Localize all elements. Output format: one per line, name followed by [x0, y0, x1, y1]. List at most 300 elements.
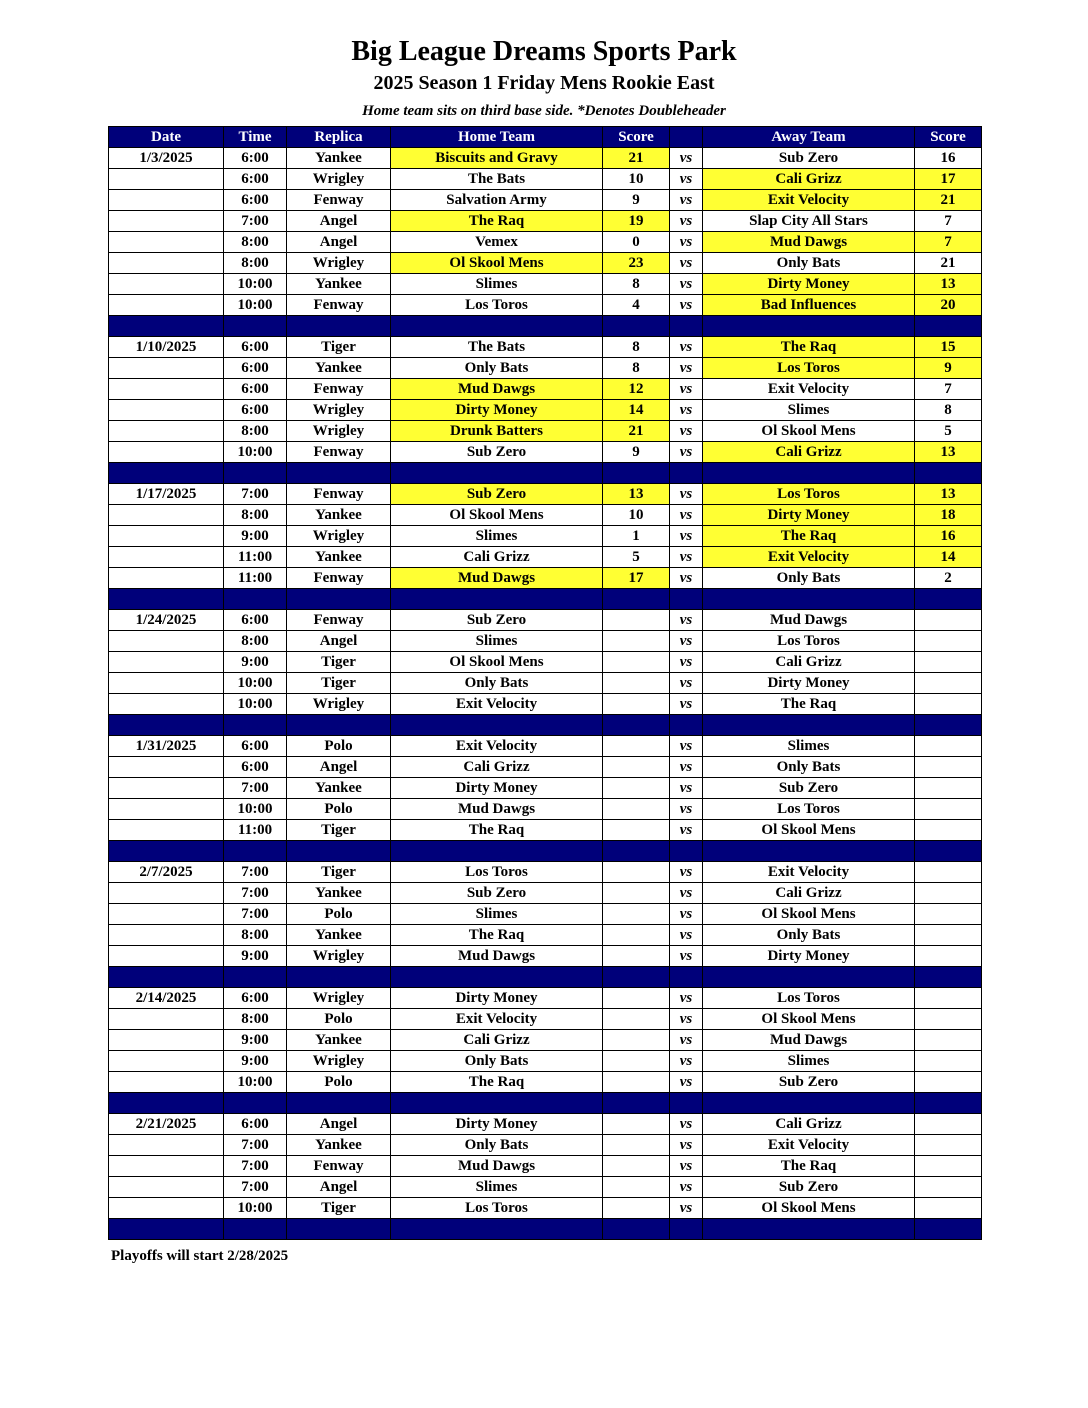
page-title: Big League Dreams Sports Park: [351, 36, 737, 67]
time-cell: 7:00: [224, 883, 287, 904]
date-cell: [109, 358, 224, 379]
table-row: [109, 190, 982, 211]
time-cell: 7:00: [224, 484, 287, 505]
date-cell: [109, 211, 224, 232]
away-team-cell: Cali Grizz: [703, 169, 915, 190]
home-team-cell: Only Bats: [391, 1135, 603, 1156]
away-score-cell: [915, 1135, 982, 1156]
home-score-cell: 9: [603, 442, 670, 463]
home-team-cell: Only Bats: [391, 673, 603, 694]
time-cell: 8:00: [224, 232, 287, 253]
replica-cell: Fenway: [287, 379, 391, 400]
table-row: [109, 820, 982, 841]
home-score-cell: 4: [603, 295, 670, 316]
away-score-cell: 2: [915, 568, 982, 589]
table-row: [109, 946, 982, 967]
away-team-cell: The Raq: [703, 526, 915, 547]
table-row: [109, 778, 982, 799]
table-row: [109, 862, 982, 883]
vs-cell: vs: [670, 1051, 703, 1072]
away-team-cell: Only Bats: [703, 568, 915, 589]
vs-cell: vs: [670, 988, 703, 1009]
time-cell: 7:00: [224, 211, 287, 232]
home-team-cell: Los Toros: [391, 1198, 603, 1219]
date-cell: [109, 442, 224, 463]
home-score-cell: [603, 610, 670, 631]
table-row: [109, 211, 982, 232]
home-team-cell: Slimes: [391, 1177, 603, 1198]
away-team-cell: Cali Grizz: [703, 883, 915, 904]
separator-cell: [703, 1093, 915, 1114]
home-team-cell: Slimes: [391, 526, 603, 547]
separator-cell: [391, 316, 603, 337]
home-score-cell: [603, 799, 670, 820]
separator-cell: [224, 715, 287, 736]
table-header-row: [109, 127, 982, 148]
away-team-cell: Dirty Money: [703, 673, 915, 694]
separator-cell: [603, 715, 670, 736]
replica-cell: Yankee: [287, 1135, 391, 1156]
date-cell: [109, 568, 224, 589]
away-score-cell: 14: [915, 547, 982, 568]
replica-cell: Yankee: [287, 1030, 391, 1051]
home-score-cell: [603, 862, 670, 883]
replica-cell: Angel: [287, 757, 391, 778]
away-team-cell: The Raq: [703, 1156, 915, 1177]
home-score-cell: [603, 1072, 670, 1093]
home-score-cell: [603, 904, 670, 925]
replica-cell: Polo: [287, 1009, 391, 1030]
replica-cell: Polo: [287, 799, 391, 820]
home-score-cell: 23: [603, 253, 670, 274]
away-team-cell: Los Toros: [703, 631, 915, 652]
home-score-cell: [603, 1051, 670, 1072]
date-cell: [109, 232, 224, 253]
vs-cell: vs: [670, 757, 703, 778]
date-cell: [109, 169, 224, 190]
vs-cell: vs: [670, 232, 703, 253]
vs-cell: vs: [670, 673, 703, 694]
separator-cell: [915, 1219, 982, 1240]
table-row: [109, 883, 982, 904]
separator-cell: [915, 589, 982, 610]
away-team-cell: Only Bats: [703, 253, 915, 274]
away-score-cell: [915, 610, 982, 631]
time-cell: 7:00: [224, 778, 287, 799]
vs-cell: vs: [670, 421, 703, 442]
table-row: [109, 1030, 982, 1051]
away-team-cell: Los Toros: [703, 484, 915, 505]
col-header-away-team: Away Team: [703, 127, 915, 148]
away-score-cell: [915, 736, 982, 757]
date-cell: [109, 526, 224, 547]
away-team-cell: Dirty Money: [703, 946, 915, 967]
away-score-cell: [915, 694, 982, 715]
away-score-cell: [915, 904, 982, 925]
home-score-cell: [603, 736, 670, 757]
vs-cell: vs: [670, 925, 703, 946]
away-score-cell: [915, 925, 982, 946]
away-team-cell: Los Toros: [703, 358, 915, 379]
away-score-cell: 21: [915, 253, 982, 274]
table-row: [109, 295, 982, 316]
away-team-cell: Mud Dawgs: [703, 1030, 915, 1051]
vs-cell: vs: [670, 1009, 703, 1030]
away-score-cell: [915, 778, 982, 799]
home-score-cell: [603, 1030, 670, 1051]
table-row: [109, 421, 982, 442]
vs-cell: vs: [670, 505, 703, 526]
table-row: [109, 148, 982, 169]
separator-cell: [670, 715, 703, 736]
time-cell: 9:00: [224, 946, 287, 967]
time-cell: 10:00: [224, 1072, 287, 1093]
home-team-cell: Dirty Money: [391, 400, 603, 421]
schedule-table: [108, 126, 982, 1240]
separator-cell: [287, 967, 391, 988]
away-team-cell: Slimes: [703, 400, 915, 421]
away-team-cell: Sub Zero: [703, 1177, 915, 1198]
date-cell: [109, 547, 224, 568]
home-team-cell: Mud Dawgs: [391, 946, 603, 967]
table-row: [109, 1156, 982, 1177]
home-team-cell: Exit Velocity: [391, 1009, 603, 1030]
away-score-cell: [915, 757, 982, 778]
home-team-cell: Slimes: [391, 631, 603, 652]
separator-cell: [915, 715, 982, 736]
home-score-cell: [603, 820, 670, 841]
table-row: [109, 1177, 982, 1198]
separator-cell: [603, 463, 670, 484]
separator-cell: [670, 967, 703, 988]
table-row: [109, 1198, 982, 1219]
separator-cell: [670, 463, 703, 484]
away-team-cell: Ol Skool Mens: [703, 421, 915, 442]
time-cell: 8:00: [224, 1009, 287, 1030]
replica-cell: Polo: [287, 904, 391, 925]
vs-cell: vs: [670, 379, 703, 400]
vs-cell: vs: [670, 295, 703, 316]
separator-cell: [915, 1093, 982, 1114]
away-team-cell: Ol Skool Mens: [703, 1198, 915, 1219]
separator-cell: [224, 1093, 287, 1114]
away-score-cell: 13: [915, 274, 982, 295]
away-score-cell: [915, 1030, 982, 1051]
vs-cell: vs: [670, 1030, 703, 1051]
away-team-cell: Sub Zero: [703, 148, 915, 169]
time-cell: 6:00: [224, 1114, 287, 1135]
week-separator-row: [109, 1219, 982, 1240]
table-row: [109, 757, 982, 778]
vs-cell: vs: [670, 694, 703, 715]
vs-cell: vs: [670, 631, 703, 652]
time-cell: 10:00: [224, 1198, 287, 1219]
separator-cell: [287, 316, 391, 337]
time-cell: 7:00: [224, 1135, 287, 1156]
time-cell: 6:00: [224, 169, 287, 190]
replica-cell: Wrigley: [287, 421, 391, 442]
time-cell: 10:00: [224, 799, 287, 820]
home-score-cell: [603, 673, 670, 694]
home-team-cell: The Raq: [391, 211, 603, 232]
replica-cell: Angel: [287, 631, 391, 652]
date-cell: [109, 694, 224, 715]
separator-cell: [109, 316, 224, 337]
home-score-cell: [603, 946, 670, 967]
replica-cell: Fenway: [287, 295, 391, 316]
time-cell: 11:00: [224, 568, 287, 589]
vs-cell: vs: [670, 946, 703, 967]
separator-cell: [391, 841, 603, 862]
home-score-cell: 19: [603, 211, 670, 232]
replica-cell: Fenway: [287, 484, 391, 505]
separator-cell: [603, 967, 670, 988]
table-row: [109, 1135, 982, 1156]
week-separator-row: [109, 715, 982, 736]
date-cell: [109, 820, 224, 841]
home-team-cell: Cali Grizz: [391, 757, 603, 778]
separator-cell: [703, 841, 915, 862]
date-cell: 1/17/2025: [109, 484, 224, 505]
table-row: [109, 1072, 982, 1093]
date-cell: 1/10/2025: [109, 337, 224, 358]
replica-cell: Tiger: [287, 652, 391, 673]
separator-cell: [109, 715, 224, 736]
separator-cell: [915, 463, 982, 484]
date-cell: 1/24/2025: [109, 610, 224, 631]
separator-cell: [391, 967, 603, 988]
away-score-cell: 5: [915, 421, 982, 442]
col-header-vs: [670, 127, 703, 148]
away-score-cell: 7: [915, 232, 982, 253]
separator-cell: [109, 1093, 224, 1114]
vs-cell: vs: [670, 862, 703, 883]
time-cell: 10:00: [224, 295, 287, 316]
vs-cell: vs: [670, 1198, 703, 1219]
home-score-cell: 8: [603, 358, 670, 379]
home-score-cell: 10: [603, 169, 670, 190]
replica-cell: Yankee: [287, 883, 391, 904]
time-cell: 6:00: [224, 337, 287, 358]
away-team-cell: Los Toros: [703, 799, 915, 820]
replica-cell: Wrigley: [287, 988, 391, 1009]
separator-cell: [287, 589, 391, 610]
away-score-cell: [915, 1009, 982, 1030]
table-row: [109, 442, 982, 463]
date-cell: [109, 1072, 224, 1093]
home-score-cell: 14: [603, 400, 670, 421]
date-cell: [109, 778, 224, 799]
away-score-cell: [915, 1156, 982, 1177]
date-cell: 1/31/2025: [109, 736, 224, 757]
vs-cell: vs: [670, 820, 703, 841]
away-score-cell: 15: [915, 337, 982, 358]
away-score-cell: 9: [915, 358, 982, 379]
replica-cell: Yankee: [287, 148, 391, 169]
replica-cell: Polo: [287, 736, 391, 757]
away-score-cell: [915, 631, 982, 652]
away-team-cell: Slimes: [703, 1051, 915, 1072]
separator-cell: [603, 1093, 670, 1114]
replica-cell: Wrigley: [287, 400, 391, 421]
away-team-cell: Only Bats: [703, 925, 915, 946]
separator-cell: [915, 841, 982, 862]
replica-cell: Yankee: [287, 274, 391, 295]
vs-cell: vs: [670, 1072, 703, 1093]
table-row: [109, 673, 982, 694]
date-cell: [109, 1156, 224, 1177]
date-cell: [109, 631, 224, 652]
date-cell: [109, 925, 224, 946]
away-score-cell: [915, 673, 982, 694]
home-team-cell: Mud Dawgs: [391, 1156, 603, 1177]
home-score-cell: [603, 988, 670, 1009]
replica-cell: Wrigley: [287, 946, 391, 967]
time-cell: 6:00: [224, 988, 287, 1009]
vs-cell: vs: [670, 1177, 703, 1198]
away-team-cell: Sub Zero: [703, 1072, 915, 1093]
vs-cell: vs: [670, 253, 703, 274]
table-row: [109, 694, 982, 715]
table-row: [109, 568, 982, 589]
home-score-cell: [603, 1177, 670, 1198]
replica-cell: Angel: [287, 1114, 391, 1135]
date-cell: [109, 505, 224, 526]
separator-cell: [224, 1219, 287, 1240]
home-team-cell: Cali Grizz: [391, 547, 603, 568]
away-score-cell: 18: [915, 505, 982, 526]
time-cell: 10:00: [224, 442, 287, 463]
home-team-cell: Slimes: [391, 904, 603, 925]
home-team-cell: Biscuits and Gravy: [391, 148, 603, 169]
away-team-cell: Mud Dawgs: [703, 610, 915, 631]
time-cell: 6:00: [224, 400, 287, 421]
home-team-cell: Ol Skool Mens: [391, 652, 603, 673]
vs-cell: vs: [670, 736, 703, 757]
vs-cell: vs: [670, 1156, 703, 1177]
home-team-cell: Sub Zero: [391, 883, 603, 904]
time-cell: 7:00: [224, 904, 287, 925]
separator-cell: [391, 1093, 603, 1114]
separator-cell: [391, 1219, 603, 1240]
time-cell: 11:00: [224, 547, 287, 568]
table-row: [109, 925, 982, 946]
table-row: [109, 652, 982, 673]
away-team-cell: Cali Grizz: [703, 1114, 915, 1135]
replica-cell: Wrigley: [287, 253, 391, 274]
replica-cell: Wrigley: [287, 694, 391, 715]
separator-cell: [224, 463, 287, 484]
away-team-cell: Exit Velocity: [703, 379, 915, 400]
date-cell: [109, 883, 224, 904]
away-team-cell: Exit Velocity: [703, 547, 915, 568]
vs-cell: vs: [670, 610, 703, 631]
replica-cell: Fenway: [287, 610, 391, 631]
table-row: [109, 505, 982, 526]
vs-cell: vs: [670, 358, 703, 379]
week-separator-row: [109, 463, 982, 484]
away-score-cell: 8: [915, 400, 982, 421]
vs-cell: vs: [670, 274, 703, 295]
time-cell: 8:00: [224, 505, 287, 526]
vs-cell: vs: [670, 337, 703, 358]
replica-cell: Yankee: [287, 925, 391, 946]
separator-cell: [287, 715, 391, 736]
home-team-cell: The Raq: [391, 925, 603, 946]
date-cell: [109, 400, 224, 421]
replica-cell: Fenway: [287, 1156, 391, 1177]
away-score-cell: 7: [915, 211, 982, 232]
replica-cell: Tiger: [287, 673, 391, 694]
home-team-cell: Only Bats: [391, 1051, 603, 1072]
separator-cell: [703, 589, 915, 610]
away-score-cell: [915, 883, 982, 904]
table-row: [109, 484, 982, 505]
date-cell: [109, 274, 224, 295]
away-score-cell: 16: [915, 148, 982, 169]
separator-cell: [391, 463, 603, 484]
home-team-cell: Mud Dawgs: [391, 568, 603, 589]
date-cell: [109, 799, 224, 820]
separator-cell: [670, 841, 703, 862]
home-score-cell: 13: [603, 484, 670, 505]
home-score-cell: 17: [603, 568, 670, 589]
home-score-cell: [603, 1135, 670, 1156]
season-subtitle: 2025 Season 1 Friday Mens Rookie East: [373, 72, 715, 94]
date-cell: [109, 1198, 224, 1219]
vs-cell: vs: [670, 190, 703, 211]
time-cell: 10:00: [224, 673, 287, 694]
time-cell: 7:00: [224, 862, 287, 883]
separator-cell: [109, 1219, 224, 1240]
vs-cell: vs: [670, 1135, 703, 1156]
separator-cell: [670, 1219, 703, 1240]
table-row: [109, 1051, 982, 1072]
time-cell: 9:00: [224, 1051, 287, 1072]
date-cell: [109, 253, 224, 274]
separator-cell: [603, 589, 670, 610]
time-cell: 7:00: [224, 1177, 287, 1198]
away-score-cell: [915, 988, 982, 1009]
away-score-cell: [915, 1051, 982, 1072]
time-cell: 10:00: [224, 694, 287, 715]
replica-cell: Angel: [287, 1177, 391, 1198]
table-row: [109, 1114, 982, 1135]
home-team-cell: Mud Dawgs: [391, 799, 603, 820]
home-team-cell: Slimes: [391, 274, 603, 295]
away-score-cell: 16: [915, 526, 982, 547]
home-team-cell: Sub Zero: [391, 442, 603, 463]
home-team-cell: Sub Zero: [391, 610, 603, 631]
date-cell: [109, 1009, 224, 1030]
home-score-cell: [603, 1198, 670, 1219]
date-cell: [109, 379, 224, 400]
time-cell: 6:00: [224, 379, 287, 400]
away-score-cell: [915, 946, 982, 967]
away-score-cell: 13: [915, 442, 982, 463]
home-score-cell: [603, 631, 670, 652]
replica-cell: Polo: [287, 1072, 391, 1093]
table-row: [109, 904, 982, 925]
table-row: [109, 253, 982, 274]
separator-cell: [224, 967, 287, 988]
schedule-body: [109, 148, 982, 1240]
replica-cell: Wrigley: [287, 526, 391, 547]
separator-cell: [109, 967, 224, 988]
separator-cell: [109, 841, 224, 862]
home-team-cell: Dirty Money: [391, 778, 603, 799]
separator-cell: [287, 463, 391, 484]
